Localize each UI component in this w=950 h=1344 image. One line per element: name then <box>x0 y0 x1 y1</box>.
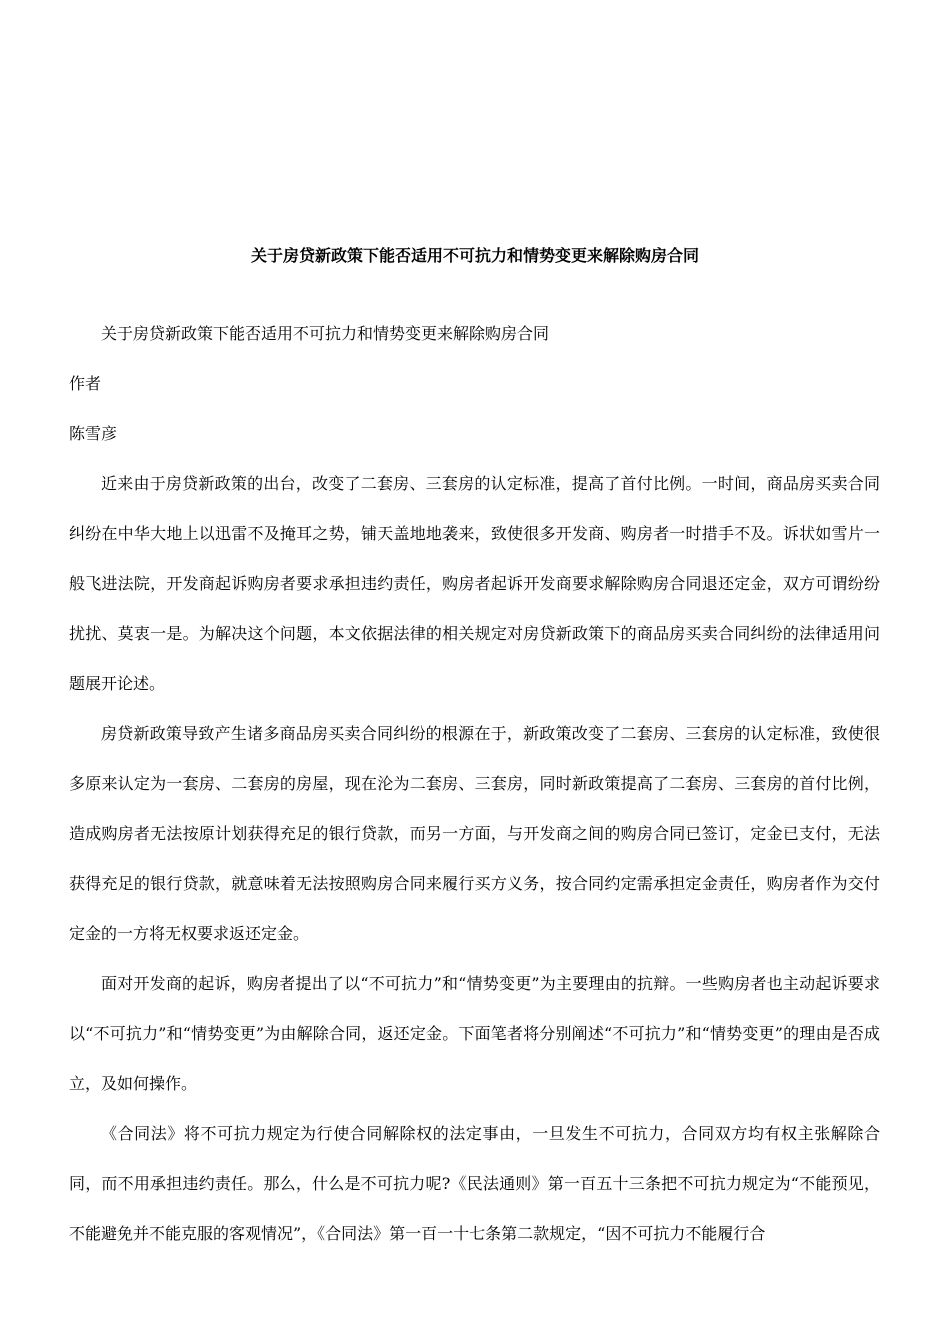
author-name: 陈雪彦 <box>69 424 118 443</box>
document-title: 关于房贷新政策下能否适用不可抗力和情势变更来解除购房合同 <box>250 246 699 265</box>
body-paragraph: 近来由于房贷新政策的出台，改变了二套房、三套房的认定标准，提高了首付比例。一时间，商品房买卖合同纠纷在中华大地上以迅雷不及掩耳之势，铺天盖地地袭来，致使很多开发商、购房者一时措手不及。诉状如雪片一般飞进法院，开发商起诉购房者要求承担违约责任，购房者起诉开发商要求解除购房合同退还定金，双方可谓纷纷扰扰、莫衷一是。为解决这个问题，本文依据法律的相关规定对房贷新政策下的商品房买卖合同纠纷的法律适用问题展开论述。 <box>69 474 880 693</box>
document-body <box>69 309 880 1259</box>
author-label: 作者 <box>69 374 102 393</box>
body-paragraph: 《合同法》将不可抗力规定为行使合同解除权的法定事由，一旦发生不可抗力，合同双方均有权主张解除合同，而不用承担违约责任。那么，什么是不可抗力呢?《民法通则》第一百五十三条把不可抗力规定为“不能预见，不能避免并不能克服的客观情况”，《合同法》第一百一十七条第二款规定，“因不可抗力不能履行合 <box>69 1124 880 1243</box>
body-paragraph: 房贷新政策导致产生诸多商品房买卖合同纠纷的根源在于，新政策改变了二套房、三套房的认定标准，致使很多原来认定为一套房、二套房的房屋，现在沦为二套房、三套房，同时新政策提高了二套房、三套房的首付比例，造成购房者无法按原计划获得充足的银行贷款，而另一方面，与开发商之间的购房合同已签订，定金已支付，无法获得充足的银行贷款，就意味着无法按照购房合同来履行买方义务，按合同约定需承担定金责任，购房者作为交付定金的一方将无权要求返还定金。 <box>69 724 880 943</box>
subtitle-paragraph: 关于房贷新政策下能否适用不可抗力和情势变更来解除购房合同 <box>101 324 550 343</box>
body-paragraph: 面对开发商的起诉，购房者提出了以“不可抗力”和“情势变更”为主要理由的抗辩。一些购房者也主动起诉要求以“不可抗力”和“情势变更”为由解除合同，返还定金。下面笔者将分别阐述“不可抗力”和“情势变更”的理由是否成立，及如何操作。 <box>69 974 880 1093</box>
